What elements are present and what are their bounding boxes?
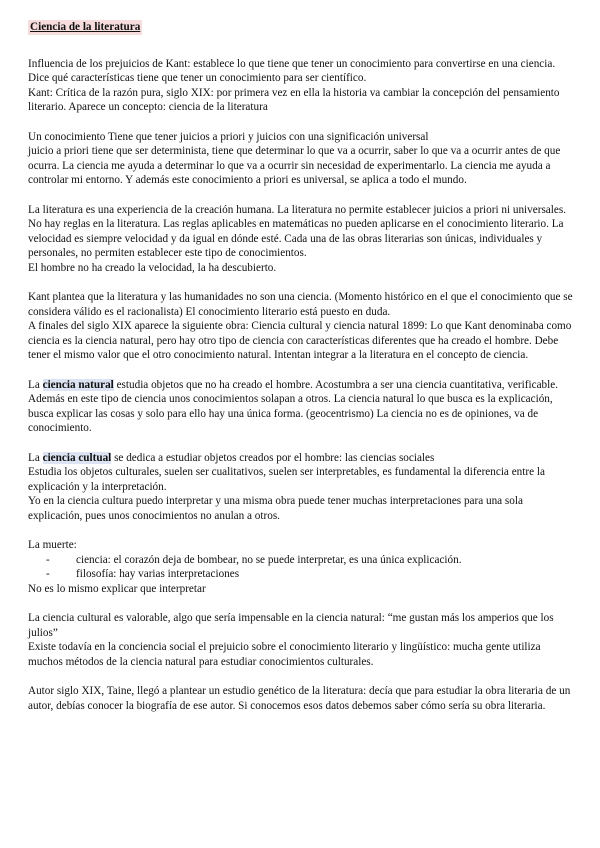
list-item: - filosofía: hay varias interpretaciones [76, 567, 574, 582]
text-line: La literatura es una experiencia de la creación humana. La literatura no permite establecer juicios a priori ni universales. No hay reglas en la literatura. Las reglas aplicables en matemáticas no pueden aplicarse en el conocimiento literario. La velocidad es siempre velocidad y da igual en dónde esté. Cada una de las obras literarias son únicas, individuales y personales, no permiten establecer este tipo de conocimientos. [28, 203, 566, 260]
section-heading: La muerte: [28, 539, 77, 552]
text-line: El hombre no ha creado la velocidad, la ha descubierto. [28, 261, 277, 274]
paragraph-natural-science [28, 378, 574, 436]
highlighted-term: ciencia cultual [42, 451, 112, 464]
paragraph-kant-influence [28, 57, 574, 115]
text-line: La ciencia cultural es valorable, algo que sería impensable en la ciencia natural: “me gustan más los amperios que los julios” [28, 612, 554, 639]
text-line: Kant plantea que la literatura y las humanidades no son una ciencia. (Momento histórico en el que el conocimiento que se considera válido es el racionalista) El conocimiento literario está puesto en duda. [28, 291, 573, 318]
text-line: Un conocimiento Tiene que tener juicios a priori y juicios con una significación universal [28, 130, 429, 143]
paragraph-humanities [28, 290, 574, 363]
text-fragment: La [28, 378, 43, 391]
text-fragment: La [28, 451, 43, 464]
paragraph-literature-experience [28, 203, 574, 276]
text-line: Influencia de los prejuicios de Kant: establece lo que tiene que tener un conocimiento para convertirse en una ciencia. Dice qué características tiene que tener un conocimiento para ser científico. [28, 57, 556, 85]
list-item: - ciencia: el corazón deja de bombear, no se puede interpretar, es una única explicación. [76, 553, 574, 568]
paragraph-cultural-science [28, 451, 574, 524]
section-death [28, 538, 574, 596]
text-line: Yo en la ciencia cultura puedo interpretar y una misma obra puede tener muchas interpretaciones para una sola explicación, pues unos conocimientos no anulan a otros. [28, 495, 523, 522]
paragraph-valuable [28, 611, 574, 669]
text-line: Autor siglo XIX, Taine, llegó a plantear un estudio genético de la literatura: decía que para estudiar la obra literaria de un autor, debías conocer la biografía de ese autor. Si conocemos esos datos debemos saber cómo sería su obra literaria. [28, 685, 571, 712]
text-line: Kant: Crítica de la razón pura, siglo XIX: por primera vez en ella la historia va cambiar la concepción del pensamiento literario. Aparece un concepto: ciencia de la literatura [28, 86, 560, 114]
text-line: Existe todavía en la conciencia social el prejuicio sobre el conocimiento literario y lingüístico: mucha gente utiliza muchos métodos de la ciencia natural para estudiar conocimientos culturales. [28, 641, 541, 668]
text-line: No es lo mismo explicar que interpretar [28, 582, 206, 595]
paragraph-a-priori [28, 130, 574, 188]
text-line: A finales del siglo XIX aparece la siguiente obra: Ciencia cultural y ciencia natural 1899: Lo que Kant denominaba como ciencia es la ciencia natural, pero hay otro tipo de ciencia con características diferentes que ha creado el hombre. Debe tener el mismo valor que el otro conocimiento natural. Intentan integrar a la literatura en el concepto de ciencia. [28, 320, 572, 362]
paragraph-taine [28, 684, 574, 713]
text-line: Estudia los objetos culturales, suelen ser cualitativos, suelen ser interpretables, es fundamental la diferencia entre la explicación y la interpretación. [28, 466, 545, 493]
text-line: juicio a priori tiene que ser determinista, tiene que determinar lo que va a ocurrir, saber lo que va a ocurrir antes de que ocurra. La ciencia me ayuda a determinar lo que va a ocurrir sin necesidad de experimentarlo. La ciencia me ayuda a controlar mi entorno. Y además este conocimiento a priori es universal, se aplica a todo el mundo. [28, 145, 561, 187]
text-fragment: se dedica a estudiar objetos creados por el hombre: las ciencias sociales [111, 451, 435, 464]
highlighted-term: ciencia natural [42, 378, 114, 391]
document-title: Ciencia de la literatura [30, 21, 141, 33]
text-fragment: estudia objetos que no ha creado el hombre. Acostumbra a ser una ciencia cuantitativa, verificable. Además en este tipo de ciencia unos conocimientos solapan a otros. La ciencia natural lo que busca es la explicación, busca explicar las cosas y solo para ello hay una única forma. (geocentrismo) La ciencia no es de opiniones, va de conocimiento. [28, 378, 558, 435]
bullet-list [28, 553, 574, 582]
